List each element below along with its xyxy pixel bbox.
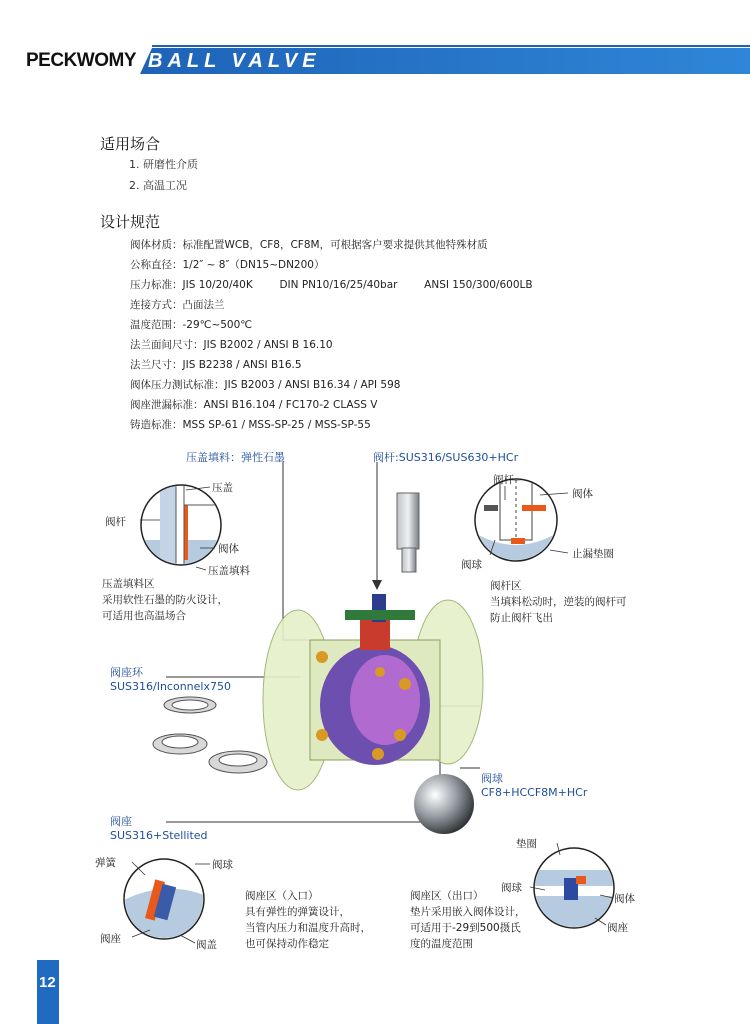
seat-material: SUS316+Stellited: [110, 829, 208, 842]
seat-ring-material: SUS316/Inconnelx750: [110, 680, 231, 693]
label-ball: 阀球: [501, 882, 522, 894]
spec-line: 压力标准：JIS 10/20/40K DIN PN10/16/25/40bar ANSI 150/300/600LB: [130, 279, 533, 291]
spec-line: 公称直径：1/2″ ~ 8″（DN15~DN200）: [130, 259, 325, 271]
seat-ring-caption: 阀座环: [110, 666, 143, 679]
label-body: 阀体: [572, 488, 593, 500]
header-title: BALL VALVE: [148, 50, 321, 72]
application-item: 1. 研磨性介质: [129, 158, 198, 171]
detail-seat-inlet: [124, 859, 204, 950]
spec-line: 铸造标准：MSS SP-61 / MSS-SP-25 / MSS-SP-55: [130, 419, 371, 431]
label-ball: 阀球: [461, 559, 482, 571]
label-stop-gasket: 止漏垫圈: [572, 548, 614, 560]
label-gasket: 垫圈: [516, 838, 537, 850]
valve-stem-image: [397, 493, 419, 572]
detail2-note: 阀杆区 当填料松动时，逆装的阀杆可 防止阀杆飞出: [490, 580, 627, 624]
detail-gland-packing: [141, 485, 224, 575]
label-body: 阀体: [218, 543, 239, 555]
spec-line: 阀体压力测试标准：JIS B2003 / ANSI B16.34 / API 598: [130, 379, 401, 391]
page-number: 12: [39, 974, 56, 991]
label-gland: 阀盖: [196, 939, 217, 951]
spec-line: 法兰尺寸：JIS B2238 / ANSI B16.5: [130, 359, 302, 371]
label-stem: 阀杆: [493, 474, 514, 486]
valve-body-image: [263, 594, 483, 790]
ball-caption: 阀球: [481, 772, 503, 785]
applications-heading: 适用场合: [100, 135, 161, 153]
label-body: 阀体: [614, 893, 635, 905]
design-heading: 设计规范: [100, 213, 161, 231]
spec-line: 阀座泄漏标准：ANSI B16.104 / FC170-2 CLASS V: [130, 399, 378, 411]
label-gland: 压盖: [212, 482, 233, 494]
brand-logo: PECKWOMY: [26, 50, 136, 71]
seat-rings-image: [153, 697, 267, 773]
label-seat: 阀座: [100, 933, 121, 945]
detail-stem-area: [470, 479, 562, 570]
label-seat: 阀座: [607, 922, 628, 934]
spec-line: 阀体材质：标准配置WCB，CF8，CF8M，可根据客户要求提供其他特殊材质: [130, 239, 488, 251]
spec-line: 连接方式：凸面法兰: [130, 299, 225, 311]
label-spring: 弹簧: [95, 857, 116, 869]
detail4-note: 阀座区（出口） 垫片采用嵌入阀体设计， 可适用于-29到500摄氏 度的温度范围: [410, 890, 526, 950]
stem-caption: 阀杆:SUS316/SUS630+HCr: [373, 451, 519, 464]
page-number-bar: [37, 960, 59, 1024]
valve-ball-image: [414, 774, 474, 834]
label-stem: 阀杆: [105, 516, 126, 528]
seat-caption: 阀座: [110, 815, 132, 828]
ball-material: CF8+HCCF8M+HCr: [481, 786, 588, 799]
detail1-note: 压盖填料区 采用软性石墨的防火设计， 可适用也高温场合: [102, 578, 228, 622]
label-ball: 阀球: [212, 859, 233, 871]
spec-line: 法兰面间尺寸：JIS B2002 / ANSI B 16.10: [130, 339, 333, 351]
detail3-note: 阀座区（入口） 具有弹性的弹簧设计， 当管内压力和温度升高时， 也可保持动作稳定: [245, 890, 371, 950]
gland-packing-caption: 压盖填料：弹性石墨: [186, 451, 285, 464]
spec-line: 温度范围：-29℃~500℃: [130, 319, 253, 331]
application-item: 2. 高温工况: [129, 179, 187, 192]
label-packing: 压盖填料: [208, 565, 250, 577]
